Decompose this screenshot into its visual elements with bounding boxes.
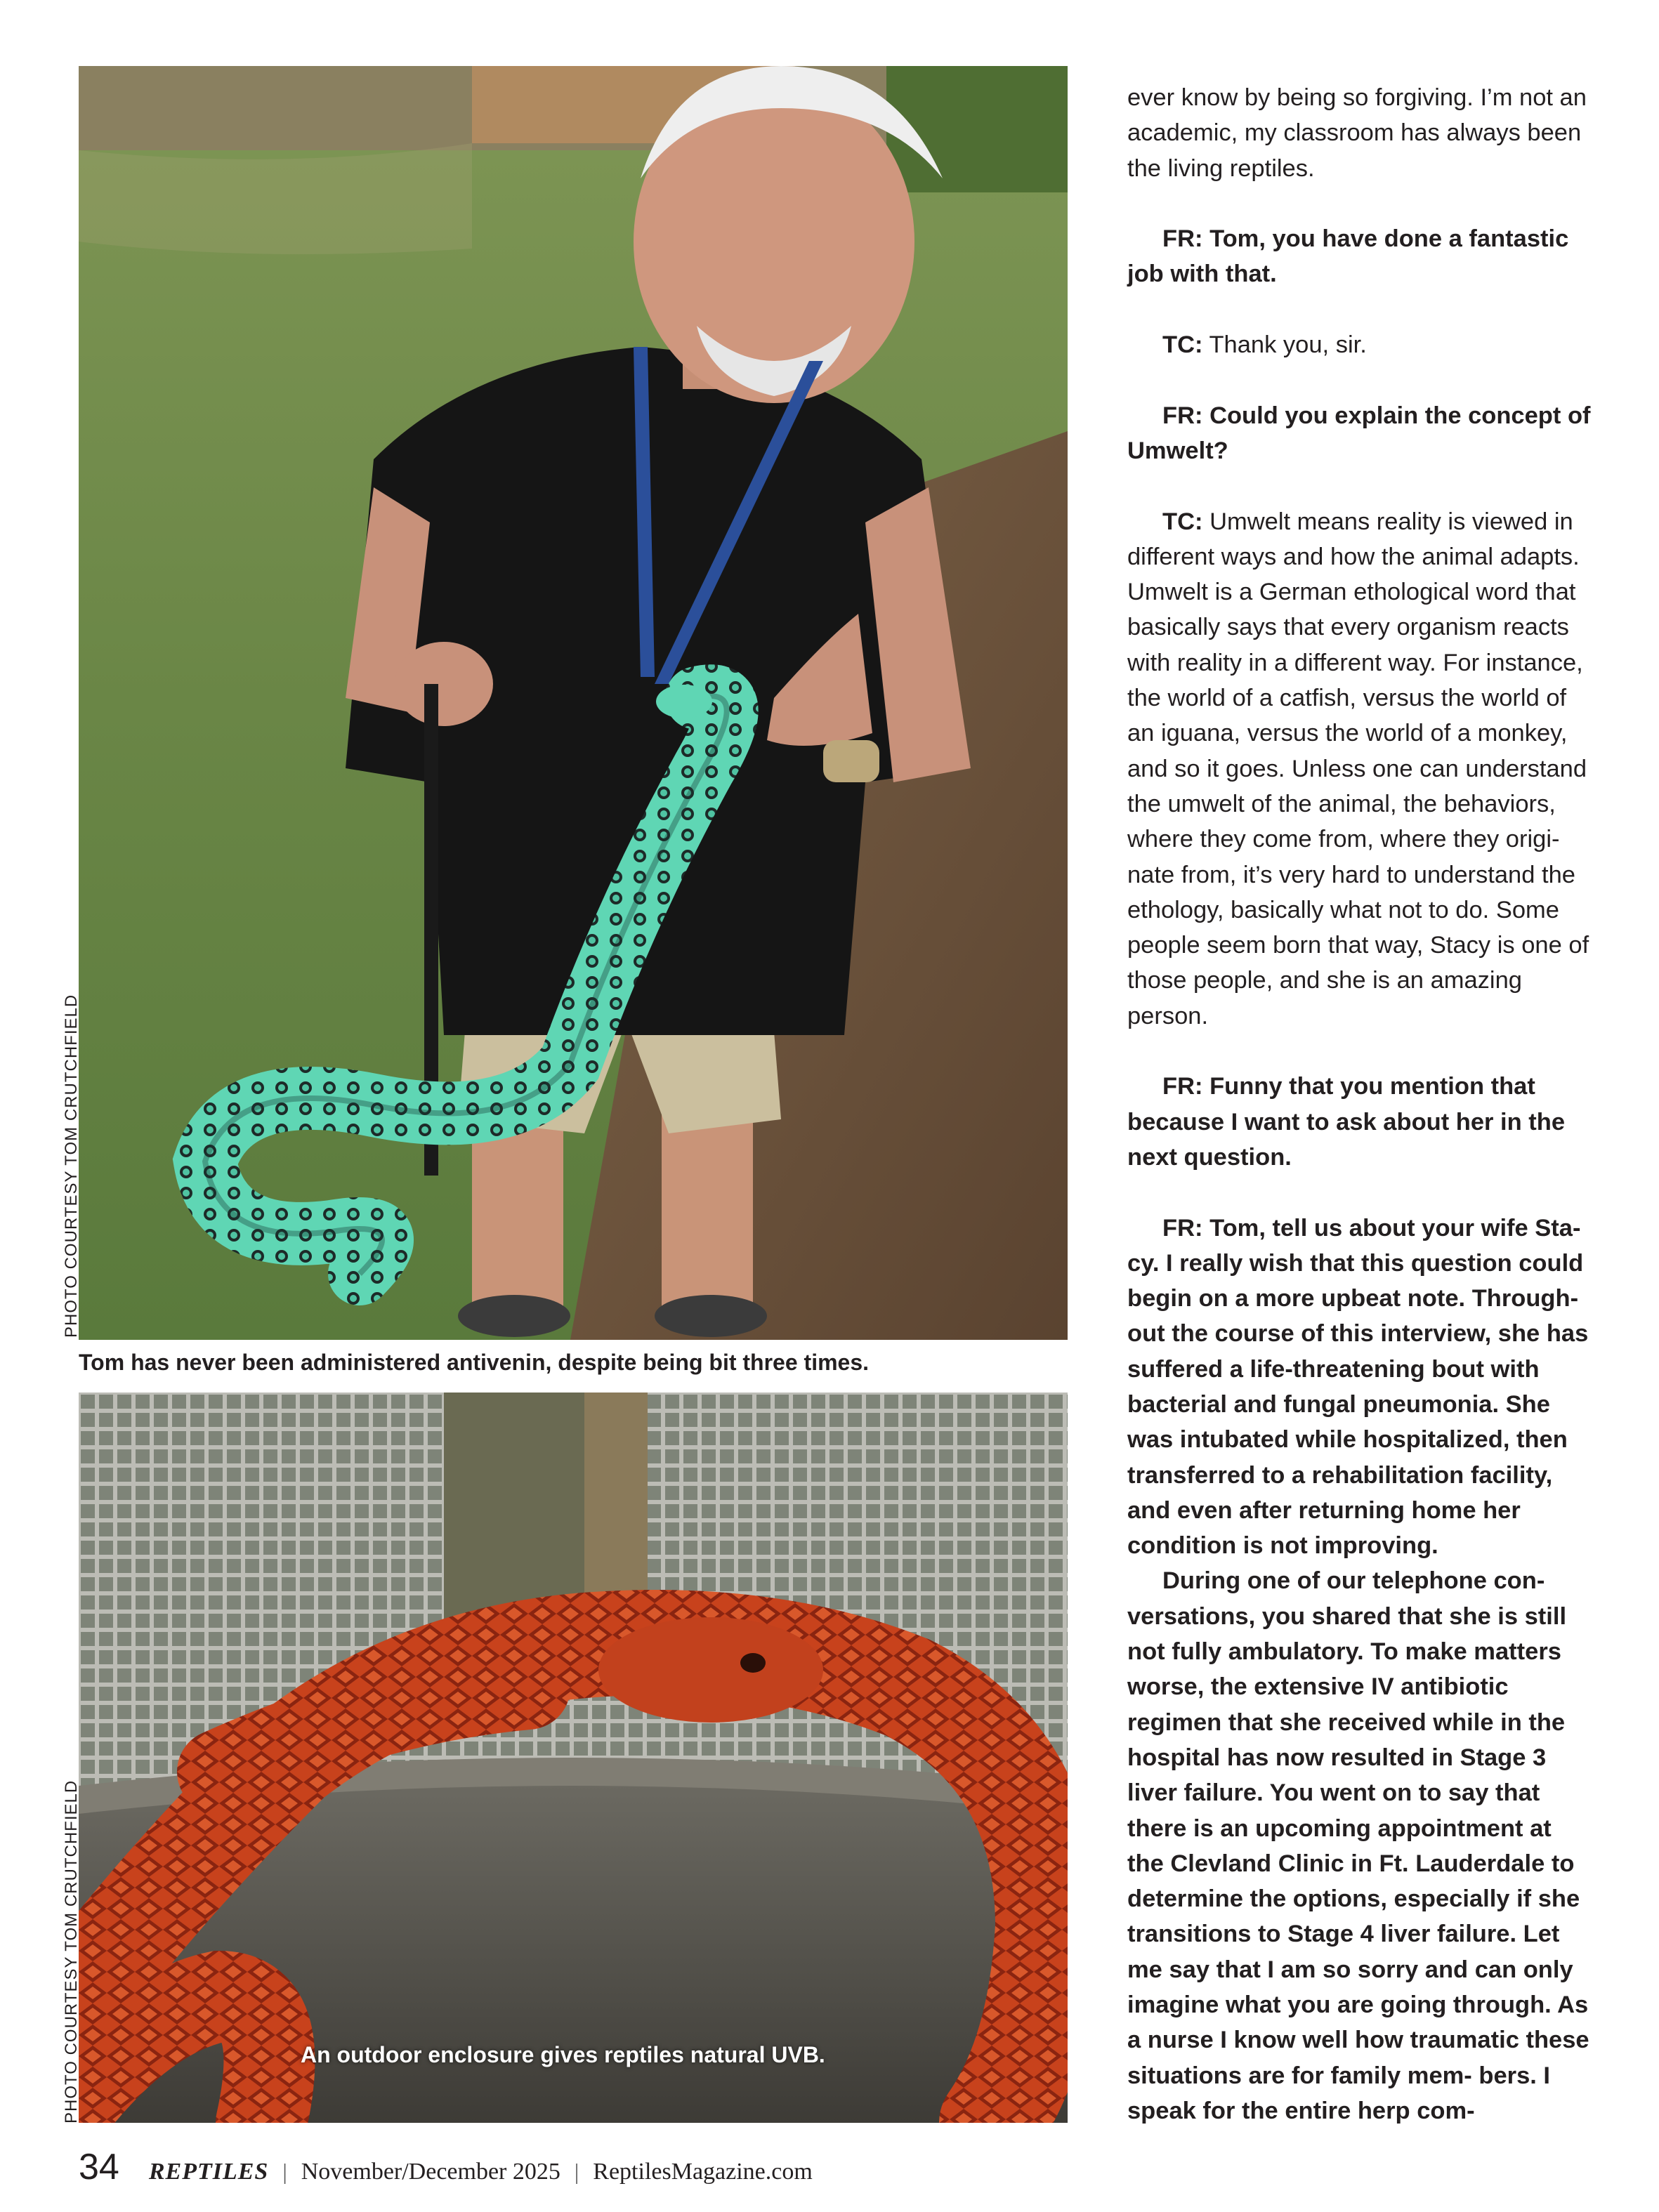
interview-question: FR: Could you explain the concept of Umwelt? <box>1127 402 1591 464</box>
article-column <box>1127 80 1591 2128</box>
red-snake-photo-illustration <box>79 1393 1068 2123</box>
interview-question: FR: Tom, you have done a fantastic job with that. <box>1127 225 1569 288</box>
article-paragraph: ever know by being so forgiving. I’m not an academic, my classroom has always been the living reptiles. <box>1127 84 1587 182</box>
answer-text: Thank you, sir. <box>1202 331 1367 359</box>
photo-caption: Tom has never been administered antivenin, despite being bit three times. <box>79 1350 870 1375</box>
interview-question: FR: Tom, tell us about your wife Sta- cy. I really wish that this question could begin on a more upbeat note. Through- out the course of this interview, she has suffered a life-threatening bout with bacterial and fungal pneumonia. She was intubated while hospitalized, then transferred to a rehabilitation facility, and even after returning home her condition is not improving. <box>1127 1214 1589 1560</box>
magazine-name: REPTILES <box>148 2159 269 2185</box>
green-snake-photo-illustration <box>79 66 1068 1340</box>
interview-answer <box>1127 327 1591 362</box>
issue-date: November/December 2025 <box>301 2159 560 2185</box>
interview-answer <box>1127 504 1591 1034</box>
photo-credit: PHOTO COURTESY TOM CRUTCHFIELD <box>62 1779 81 2124</box>
speaker-label: TC: <box>1162 508 1203 535</box>
interview-question: FR: Funny that you mention that because I want to ask about her in the next question. <box>1127 1073 1566 1171</box>
photo-credit: PHOTO COURTESY TOM CRUTCHFIELD <box>62 994 81 1338</box>
photo-red-snake-enclosure <box>79 1393 1068 2123</box>
photo-man-with-green-snake <box>79 66 1068 1340</box>
page-number: 34 <box>79 2147 119 2187</box>
photo-caption: An outdoor enclosure gives reptiles natural UVB. <box>301 2042 825 2067</box>
interview-question: During one of our telephone con- versations, you shared that she is still not fully ambulatory. To make matters worse, the extensive IV antibiotic regimen that she received while in the hospital has now resulted in Stage 3 liver failure. You went on to say that there is an upcoming appointment at the Clevland Clinic in Ft. Lauderdale to determine the options, especially if she transitions to Stage 4 liver failure. Let me say that I am so sorry and can only imagine what you are going through. As a nurse I know well how traumatic these situations are for family mem- bers. I speak for the entire herp com- <box>1127 1567 1589 2124</box>
speaker-label: TC: <box>1162 331 1203 359</box>
footer-separator: | <box>574 2159 579 2184</box>
website-link[interactable]: ReptilesMagazine.com <box>593 2159 813 2185</box>
answer-text: Umwelt means reality is viewed in different ways and how the animal adapts. Umwelt is a German ethological word that basically says that every organism reacts with reality in a different way. For instance, the world of a catfish, versus the world of an iguana, versus the world of a monkey, and so it goes. Unless one can understand the umwelt of the animal, the behaviors, where they come from, where they origi- nate from, it’s very hard to understand the ethology, basically what not to do. Some people seem born that way, Stacy is one of those people, and she is an amazing person. <box>1127 508 1589 1029</box>
page-footer <box>79 2146 813 2188</box>
footer-separator: | <box>282 2159 287 2184</box>
